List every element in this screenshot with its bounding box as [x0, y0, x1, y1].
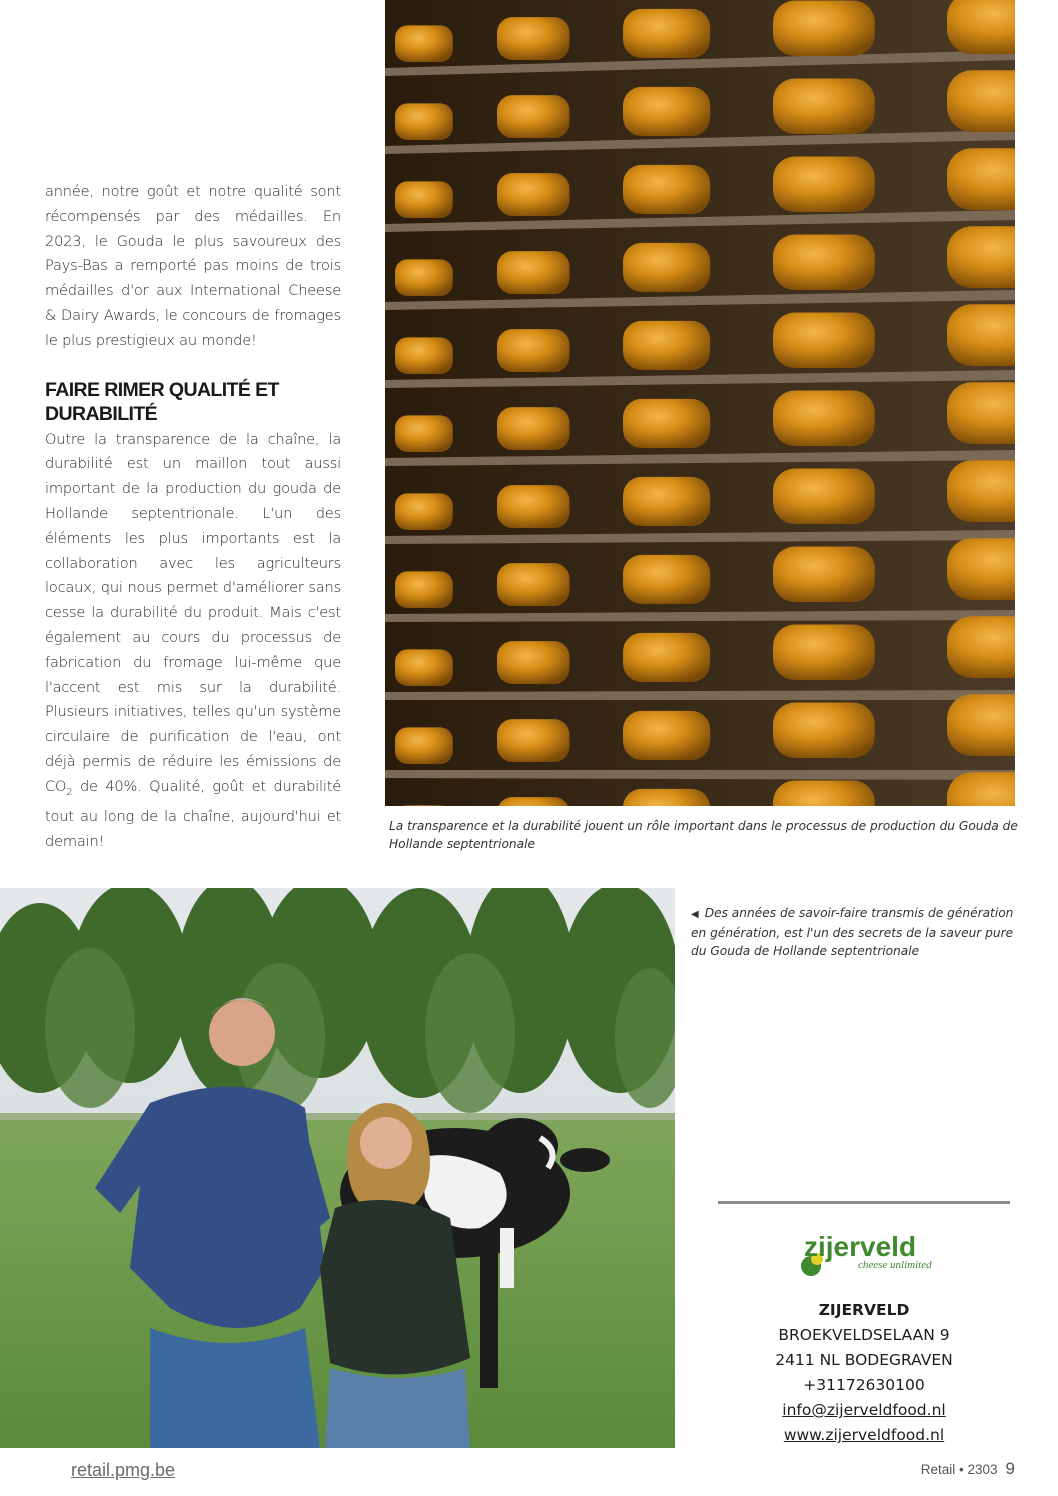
page-number: 9: [1005, 1459, 1015, 1478]
section-heading: FAIRE RIMER QUALITÉ ET DURABILITÉ: [45, 378, 279, 425]
cheese-shelves-photo: [385, 0, 1015, 806]
cheese-wheel: [623, 321, 710, 370]
svg-text:zijerveld: zijerveld: [804, 1231, 917, 1262]
cheese-wheel: [497, 797, 569, 806]
cheese-photo-caption: La transparence et la durabilité jouent un rôle important dans le processus de production du Gouda de Hollande septentrionale: [389, 819, 1018, 851]
contact-divider: [718, 1201, 1010, 1204]
cheese-wheel: [395, 727, 453, 764]
farmers-photo-caption: [691, 904, 1021, 960]
cheese-wheel: [773, 313, 875, 368]
cheese-wheel: [497, 719, 569, 762]
cheese-wheel: [773, 625, 875, 680]
footer-site-link[interactable]: retail.pmg.be: [71, 1460, 176, 1480]
cheese-wheel: [497, 641, 569, 684]
article-paragraph-2: [45, 428, 341, 855]
cheese-wheel: [395, 649, 453, 686]
website-link[interactable]: www.zijerveldfood.nl: [783, 1426, 945, 1444]
cheese-wheel: [773, 781, 875, 806]
cheese-wheel: [947, 148, 1015, 210]
article-column: [45, 180, 341, 855]
cheese-wheel: [947, 616, 1015, 678]
cheese-wheel: [497, 563, 569, 606]
cheese-wheel: [947, 538, 1015, 600]
cheese-wheel: [395, 103, 453, 140]
cheese-wheel: [947, 772, 1015, 806]
cheese-wheel: [773, 469, 875, 524]
footer-publication: [921, 1459, 1015, 1479]
email-link[interactable]: info@zijerveldfood.nl: [782, 1401, 946, 1419]
cheese-shelves-illustration: [385, 0, 1015, 806]
cheese-wheel: [497, 329, 569, 372]
cheese-wheel: [623, 555, 710, 604]
cheese-wheel: [623, 633, 710, 682]
publication-label: Retail • 2303: [920, 1462, 998, 1477]
contact-block: [718, 1298, 1010, 1448]
cheese-wheel: [947, 226, 1015, 288]
cheese-wheel: [623, 165, 710, 214]
cheese-wheel: [773, 391, 875, 446]
cheese-wheel: [497, 485, 569, 528]
cheese-wheel: [623, 711, 710, 760]
phone-number: +31172630100: [803, 1376, 925, 1394]
farmers-caption-text: Des années de savoir-faire transmis de génération en génération, est l'un des secrets de la saveur pure du Gouda de Hollande septentrionale: [691, 906, 1014, 958]
cheese-wheel: [947, 0, 1015, 54]
paragraph-2-text: Outre la transparence de la chaîne, la durabilité est un maillon tout aussi important de la production du gouda de Hollande septentrionale. L'un des éléments les plus importants est la collaboration avec les agriculteurs locaux, qui nous permet d'améliorer sans cesse la durabilité du produit. Mais c'est également au cours du processus de fabrication du fromage lui-même que l'accent est mis sur la durabilité. Plusieurs initiatives, telles qu'un système circulaire de purification de l'eau, ont déjà permis de réduire les émissions de CO: [45, 430, 341, 795]
cheese-wheel: [773, 703, 875, 758]
cheese-wheel: [497, 407, 569, 450]
cheese-wheel: [395, 337, 453, 374]
cheese-wheel: [623, 477, 710, 526]
cheese-wheel: [773, 157, 875, 212]
article-paragraph-1: année, notre goût et notre qualité sont récompensés par des médailles. En 2023, le Gouda le plus savoureux des Pays-Bas a remporté pas moins de trois médailles d'or aux International Cheese & Dairy Awards, le concours de fromages le plus prestigieux au monde!: [45, 183, 341, 349]
zijerveld-logo-graphic: [800, 1226, 950, 1286]
cheese-wheel: [395, 415, 453, 452]
city-address: 2411 NL BODEGRAVEN: [775, 1351, 953, 1369]
cheese-wheel: [395, 181, 453, 218]
farmers-illustration: [0, 888, 675, 1448]
cheese-wheel: [623, 9, 710, 58]
svg-text:cheese unlimited: cheese unlimited: [858, 1259, 932, 1271]
cheese-wheel: [773, 1, 875, 56]
cheese-wheel: [623, 243, 710, 292]
cheese-wheel: [497, 251, 569, 294]
street-address: BROEKVELDSELAAN 9: [778, 1326, 950, 1344]
cheese-wheel: [497, 173, 569, 216]
zijerveld-logo: [800, 1226, 950, 1286]
cheese-wheel: [623, 399, 710, 448]
cheese-wheel: [623, 789, 710, 806]
cheese-wheel: [947, 304, 1015, 366]
cheese-wheel: [395, 259, 453, 296]
cheese-wheel: [947, 382, 1015, 444]
cheese-wheel: [395, 493, 453, 530]
cheese-wheel: [773, 547, 875, 602]
farmers-photo: [0, 888, 675, 1448]
cheese-wheel: [947, 70, 1015, 132]
cheese-wheel: [497, 95, 569, 138]
co2-subscript: 2: [66, 786, 73, 798]
cheese-wheel: [947, 694, 1015, 756]
company-name: ZIJERVELD: [818, 1301, 910, 1319]
cheese-wheel: [773, 235, 875, 290]
paragraph-2-text-end: de 40%. Qualité, goût et durabilité tout au long de la chaîne, aujourd'hui et demain!: [45, 777, 341, 851]
cheese-wheel: [395, 571, 453, 608]
cheese-wheel: [623, 87, 710, 136]
caption-arrow-icon: ◀: [691, 909, 699, 920]
cheese-wheel: [773, 79, 875, 134]
cheese-wheel: [395, 25, 453, 62]
cheese-wheel: [947, 460, 1015, 522]
cheese-wheel: [497, 17, 569, 60]
